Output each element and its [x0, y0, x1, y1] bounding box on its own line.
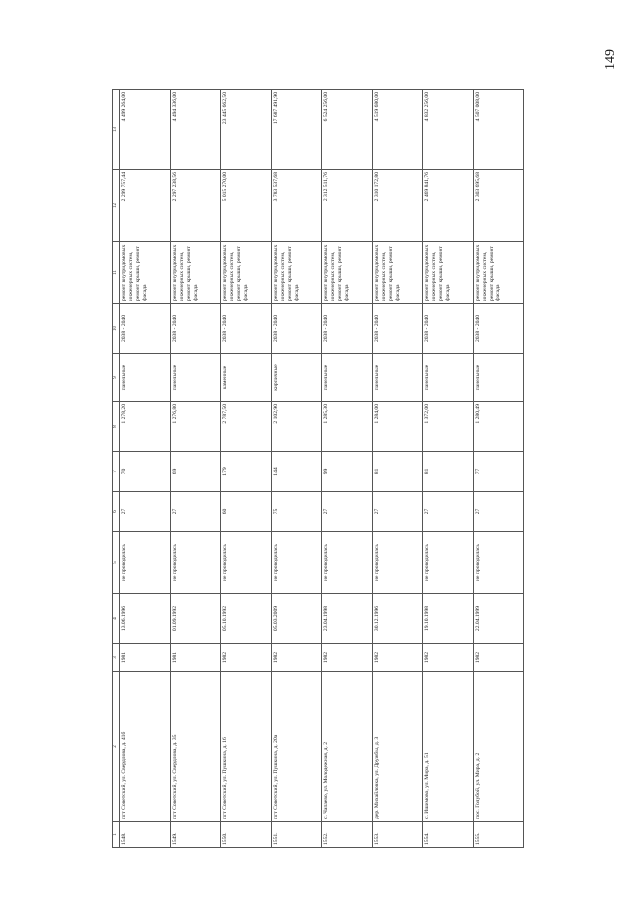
material-cell: панельные: [120, 354, 170, 402]
cost1-cell: 2 303 695,68: [473, 170, 523, 242]
col6-cell: 27: [423, 492, 473, 532]
works-cell: ремонт внутридомовых инженерных систем, ремонт крыши, ремонт фасада: [221, 242, 271, 304]
area-cell: 2 102,90: [271, 402, 321, 452]
column-header: 2: [113, 672, 120, 822]
cost1-cell: 2 469 841,76: [423, 170, 473, 242]
cost1-cell: 2 297 238,56: [170, 170, 220, 242]
row-number: 1555.: [473, 822, 523, 848]
material-cell: кирпичные: [271, 354, 321, 402]
col7-cell: 70: [120, 452, 170, 492]
date-cell: 30.12.1996: [372, 594, 422, 644]
table-body: [120, 90, 524, 848]
cost2-cell: 4 507 008,00: [473, 90, 523, 170]
privatization-cell: не проводилась: [473, 532, 523, 594]
table-row: [170, 90, 220, 848]
address-cell: пгт Советский, ул. Свердлова, д. 35: [170, 672, 220, 822]
date-cell: 19.10.1998: [423, 594, 473, 644]
column-header: 11: [113, 242, 120, 304]
col6-cell: 60: [221, 492, 271, 532]
row-number: 1552.: [322, 822, 372, 848]
period-cell: 2038 - 2040: [372, 304, 422, 354]
privatization-cell: не проводилась: [423, 532, 473, 594]
date-cell: 05.10.1992: [221, 594, 271, 644]
works-cell: ремонт внутридомовых инженерных систем, ремонт крыши, ремонт фасада: [170, 242, 220, 304]
table-row: [221, 90, 271, 848]
year-cell: 1982: [372, 644, 422, 672]
column-header: 13: [113, 90, 120, 170]
table-row: [322, 90, 372, 848]
works-cell: ремонт внутридомовых инженерных систем, ремонт крыши, ремонт фасада: [423, 242, 473, 304]
col6-cell: 27: [120, 492, 170, 532]
column-header: 5: [113, 532, 120, 594]
column-header: 7: [113, 452, 120, 492]
privatization-cell: не проводилась: [221, 532, 271, 594]
row-number: 1553.: [372, 822, 422, 848]
col7-cell: 99: [322, 452, 372, 492]
row-number: 1550.: [221, 822, 271, 848]
cost2-cell: 4 519 680,00: [372, 90, 422, 170]
col6-cell: 27: [372, 492, 422, 532]
col7-cell: 144: [271, 452, 321, 492]
address-cell: с. Чапаево, ул. Молодежная, д. 2: [322, 672, 372, 822]
area-cell: 1 285,30: [322, 402, 372, 452]
year-cell: 1981: [120, 644, 170, 672]
area-cell: 1 280,49: [473, 402, 523, 452]
col7-cell: 77: [473, 452, 523, 492]
column-header: 4: [113, 594, 120, 644]
date-cell: 22.04.1999: [473, 594, 523, 644]
privatization-cell: не проводилась: [170, 532, 220, 594]
material-cell: панельные: [372, 354, 422, 402]
column-header: 9: [113, 354, 120, 402]
works-cell: ремонт внутридомовых инженерных систем, ремонт крыши, ремонт фасада: [271, 242, 321, 304]
cost2-cell: 4 494 336,00: [170, 90, 220, 170]
cost1-cell: 2 312 511,76: [322, 170, 372, 242]
period-cell: 2038 - 2040: [170, 304, 220, 354]
table-row: [423, 90, 473, 848]
address-cell: пос. Голубой, ул. Мира, д. 2: [473, 672, 523, 822]
col6-cell: 27: [170, 492, 220, 532]
date-cell: 23.04.1998: [322, 594, 372, 644]
period-cell: 2038 - 2040: [271, 304, 321, 354]
col6-cell: 75: [271, 492, 321, 532]
area-cell: 2 787,50: [221, 402, 271, 452]
area-cell: 1 284,00: [372, 402, 422, 452]
material-cell: панельные: [473, 354, 523, 402]
area-cell: 1 372,00: [423, 402, 473, 452]
address-cell: дер. Михайловка, ул. Дружбы, д. 3: [372, 672, 422, 822]
year-cell: 1982: [473, 644, 523, 672]
cost2-cell: 23 445 662,50: [221, 90, 271, 170]
column-header: 3: [113, 644, 120, 672]
works-cell: ремонт внутридомовых инженерных систем, ремонт крыши, ремонт фасада: [372, 242, 422, 304]
material-cell: каменные: [221, 354, 271, 402]
address-cell: пгт Советский, ул. Пушкина, д. 16: [221, 672, 271, 822]
year-cell: 1982: [423, 644, 473, 672]
material-cell: панельные: [322, 354, 372, 402]
works-cell: ремонт внутридомовых инженерных систем, ремонт крыши, ремонт фасада: [473, 242, 523, 304]
column-header: 6: [113, 492, 120, 532]
year-cell: 1982: [271, 644, 321, 672]
area-cell: 1 276,80: [170, 402, 220, 452]
period-cell: 2038 - 2040: [120, 304, 170, 354]
privatization-cell: не проводилась: [120, 532, 170, 594]
col7-cell: 81: [372, 452, 422, 492]
row-number: 1551.: [271, 822, 321, 848]
row-number: 1549.: [170, 822, 220, 848]
address-cell: с. Ишимово, ул. Мира, д. 51: [423, 672, 473, 822]
cost2-cell: 4 499 264,00: [120, 90, 170, 170]
row-number: 1548.: [120, 822, 170, 848]
address-cell: пгт Советский, ул. Свердлова, д. 41б: [120, 672, 170, 822]
col6-cell: 27: [473, 492, 523, 532]
year-cell: 1982: [221, 644, 271, 672]
table-row: [271, 90, 321, 848]
address-cell: пгт Советский, ул. Пушкина, д. 20а: [271, 672, 321, 822]
period-cell: 2038 - 2040: [473, 304, 523, 354]
cost2-cell: 17 687 491,90: [271, 90, 321, 170]
housing-repair-table: [112, 89, 524, 848]
period-cell: 2038 - 2040: [221, 304, 271, 354]
page-number: 149: [603, 49, 618, 70]
cost1-cell: 5 015 270,00: [221, 170, 271, 242]
works-cell: ремонт внутридомовых инженерных систем, ремонт крыши, ремонт фасада: [120, 242, 170, 304]
table-row: [372, 90, 422, 848]
cost2-cell: 6 524 256,00: [322, 90, 372, 170]
row-number: 1554.: [423, 822, 473, 848]
col7-cell: 179: [221, 452, 271, 492]
works-cell: ремонт внутридомовых инженерных систем, ремонт крыши, ремонт фасада: [322, 242, 372, 304]
column-header: 12: [113, 170, 120, 242]
column-header: 10: [113, 304, 120, 354]
period-cell: 2038 - 2040: [322, 304, 372, 354]
column-header: 1: [113, 822, 120, 848]
area-cell: 1 278,20: [120, 402, 170, 452]
period-cell: 2038 - 2040: [423, 304, 473, 354]
cost1-cell: 3 783 537,68: [271, 170, 321, 242]
privatization-cell: не проводилась: [322, 532, 372, 594]
privatization-cell: не проводилась: [372, 532, 422, 594]
material-cell: панельные: [170, 354, 220, 402]
col6-cell: 27: [322, 492, 372, 532]
cost2-cell: 4 832 256,00: [423, 90, 473, 170]
date-cell: 05.03.2009: [271, 594, 321, 644]
date-cell: 13.06.1996: [120, 594, 170, 644]
column-header: 8: [113, 402, 120, 452]
privatization-cell: не проводилась: [271, 532, 321, 594]
year-cell: 1982: [322, 644, 372, 672]
year-cell: 1981: [170, 644, 220, 672]
rotated-table-container: [112, 90, 524, 848]
date-cell: 01.09.1992: [170, 594, 220, 644]
table-row: [473, 90, 523, 848]
material-cell: панельные: [423, 354, 473, 402]
cost1-cell: 2 299 757,44: [120, 170, 170, 242]
cost1-cell: 2 310 172,80: [372, 170, 422, 242]
col7-cell: 81: [423, 452, 473, 492]
header-row: [113, 90, 120, 848]
col7-cell: 69: [170, 452, 220, 492]
table-row: [120, 90, 170, 848]
